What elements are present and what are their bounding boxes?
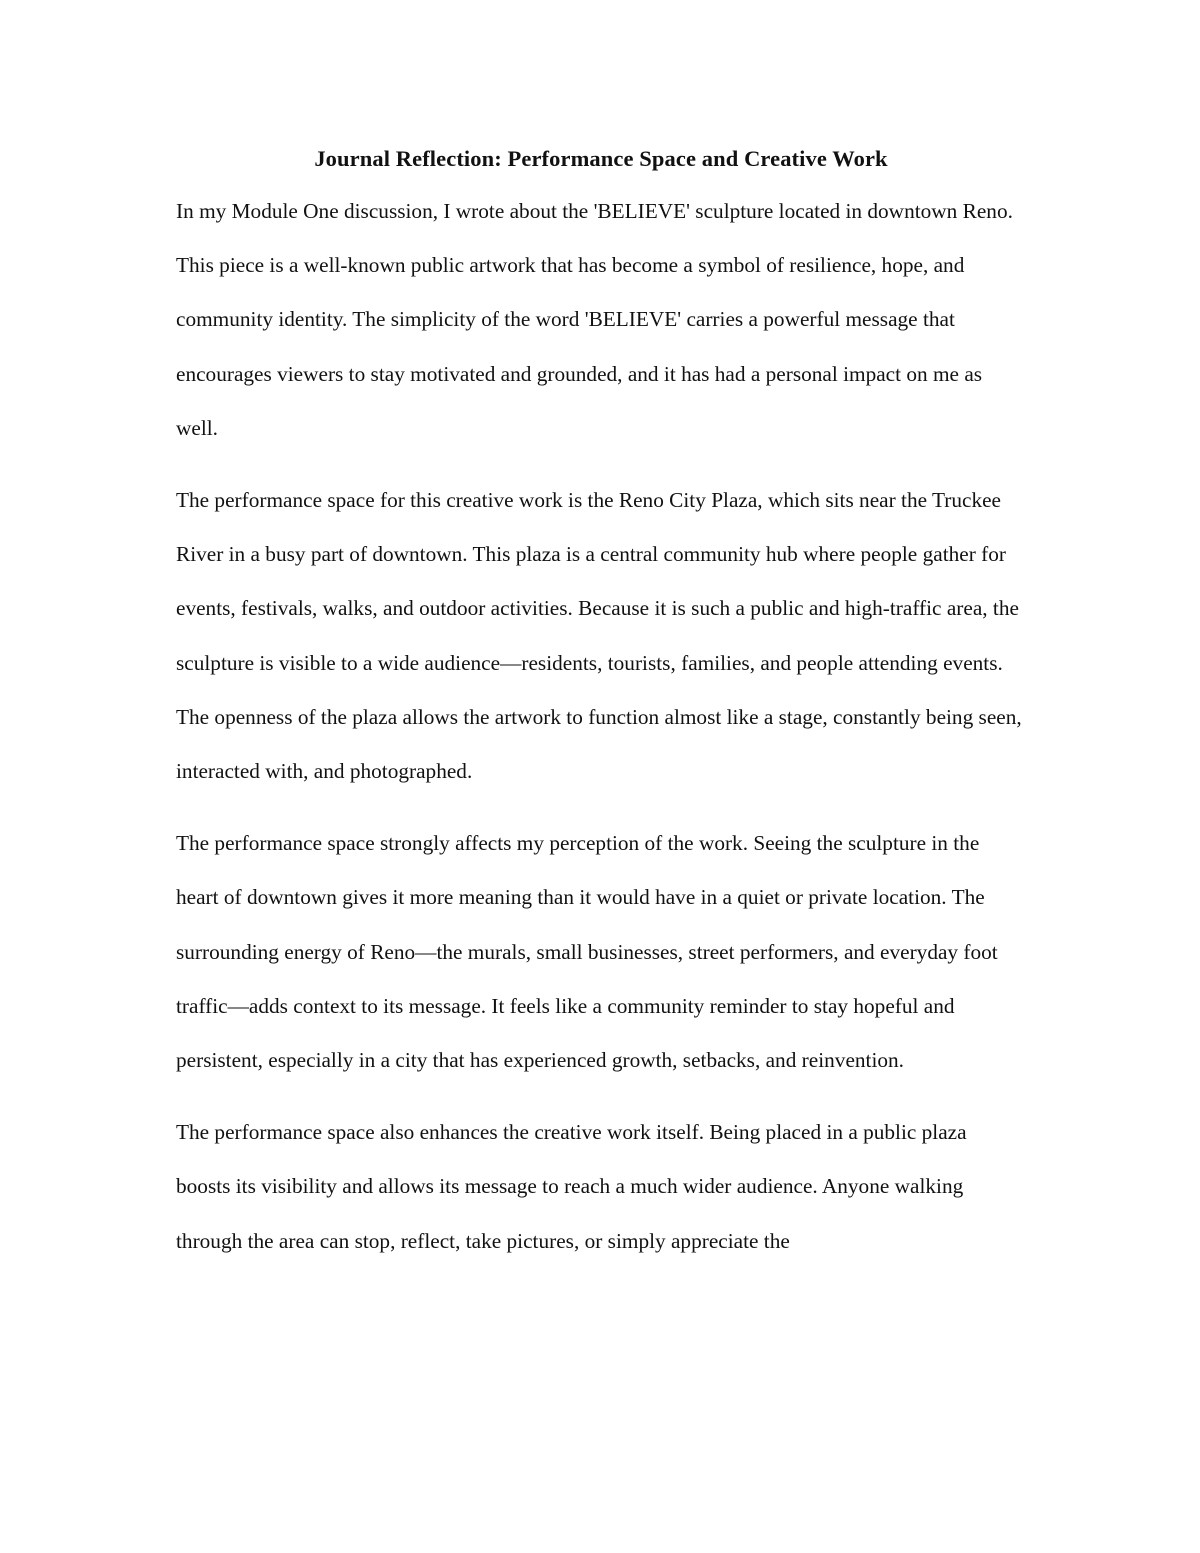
paragraph-3: The performance space strongly affects my perception of the work. Seeing the sculpture in the heart of downtown gives it more meaning than it would have in a quiet or private location. The surrounding energy of Reno—the murals, small businesses, street performers, and everyday foot traffic—adds context to its message. It feels like a community reminder to stay hopeful and persistent, especially in a city that has experienced growth, setbacks, and reinvention. [176,831,998,1073]
paragraph-2: The performance space for this creative work is the Reno City Plaza, which sits near the Truckee River in a busy part of downtown. This plaza is a central community hub where people gather for events, festivals, walks, and outdoor activities. Because it is such a public and high-traffic area, the sculpture is visible to a wide audience—residents, tourists, families, and people attending events. The openness of the plaza allows the artwork to function almost like a stage, constantly being seen, interacted with, and photographed. [176,488,1022,784]
paragraph-4: The performance space also enhances the creative work itself. Being placed in a public plaza boosts its visibility and allows its message to reach a much wider audience. Anyone walking through the area can stop, reflect, take pictures, or simply appreciate the [176,1120,967,1253]
document-title: Journal Reflection: Performance Space and Creative Work [314,146,888,171]
document-body [176,140,1026,1268]
paragraph-1: In my Module One discussion, I wrote about the 'BELIEVE' sculpture located in downtown Reno. This piece is a well-known public artwork that has become a symbol of resilience, hope, and community identity. The simplicity of the word 'BELIEVE' carries a powerful message that encourages viewers to stay motivated and grounded, and it has had a personal impact on me as well. [176,199,1013,440]
